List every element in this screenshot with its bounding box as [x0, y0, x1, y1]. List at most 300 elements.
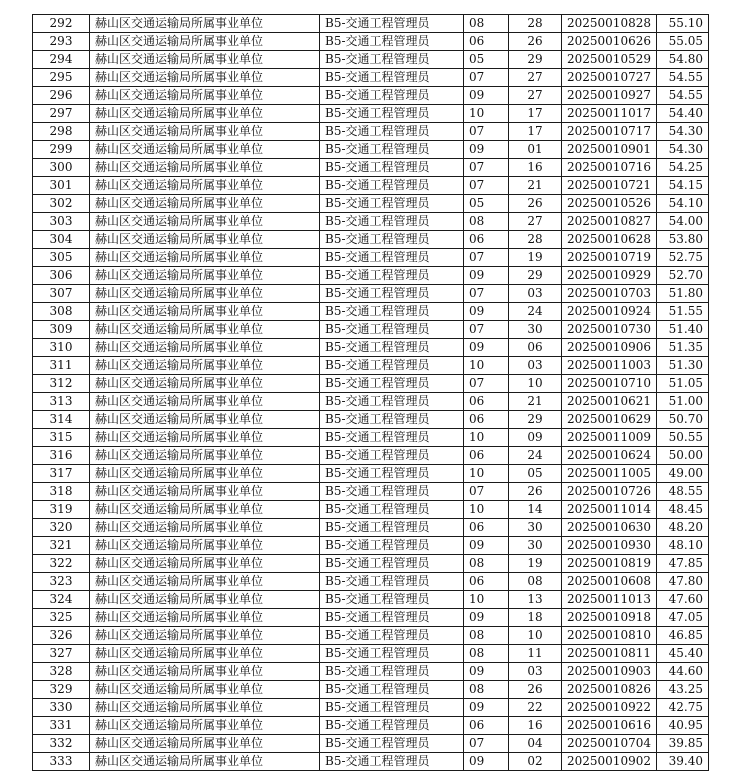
row-number-cell: 301 [33, 177, 90, 195]
seat-cell: 03 [509, 357, 562, 375]
seat-cell: 18 [509, 609, 562, 627]
score-cell: 48.20 [657, 519, 709, 537]
ticket-number-cell: 20250010902 [562, 753, 657, 771]
exam-room-cell: 10 [464, 429, 509, 447]
ticket-number-cell: 20250011005 [562, 465, 657, 483]
score-cell: 48.10 [657, 537, 709, 555]
score-cell: 54.40 [657, 105, 709, 123]
table-row [33, 537, 709, 555]
row-number-cell: 329 [33, 681, 90, 699]
exam-room-cell: 06 [464, 231, 509, 249]
score-cell: 50.70 [657, 411, 709, 429]
row-number-cell: 293 [33, 33, 90, 51]
unit-cell: 赫山区交通运输局所属事业单位 [90, 735, 320, 753]
exam-room-cell: 08 [464, 213, 509, 231]
unit-cell: 赫山区交通运输局所属事业单位 [90, 123, 320, 141]
table-row [33, 519, 709, 537]
score-cell: 54.30 [657, 123, 709, 141]
table-row [33, 87, 709, 105]
position-cell: B5-交通工程管理员 [320, 447, 464, 465]
score-cell: 50.00 [657, 447, 709, 465]
row-number-cell: 320 [33, 519, 90, 537]
exam-room-cell: 09 [464, 753, 509, 771]
row-number-cell: 302 [33, 195, 90, 213]
ticket-number-cell: 20250011014 [562, 501, 657, 519]
exam-room-cell: 06 [464, 33, 509, 51]
ticket-number-cell: 20250010727 [562, 69, 657, 87]
score-cell: 47.05 [657, 609, 709, 627]
exam-room-cell: 09 [464, 303, 509, 321]
exam-room-cell: 06 [464, 573, 509, 591]
ticket-number-cell: 20250010726 [562, 483, 657, 501]
exam-room-cell: 07 [464, 375, 509, 393]
unit-cell: 赫山区交通运输局所属事业单位 [90, 753, 320, 771]
table-row [33, 285, 709, 303]
ticket-number-cell: 20250010730 [562, 321, 657, 339]
unit-cell: 赫山区交通运输局所属事业单位 [90, 537, 320, 555]
table-row [33, 231, 709, 249]
row-number-cell: 333 [33, 753, 90, 771]
seat-cell: 10 [509, 375, 562, 393]
score-cell: 54.30 [657, 141, 709, 159]
unit-cell: 赫山区交通运输局所属事业单位 [90, 339, 320, 357]
seat-cell: 16 [509, 159, 562, 177]
ticket-number-cell: 20250010630 [562, 519, 657, 537]
score-cell: 51.80 [657, 285, 709, 303]
unit-cell: 赫山区交通运输局所属事业单位 [90, 249, 320, 267]
ticket-number-cell: 20250010826 [562, 681, 657, 699]
unit-cell: 赫山区交通运输局所属事业单位 [90, 159, 320, 177]
unit-cell: 赫山区交通运输局所属事业单位 [90, 393, 320, 411]
table-row [33, 483, 709, 501]
unit-cell: 赫山区交通运输局所属事业单位 [90, 285, 320, 303]
position-cell: B5-交通工程管理员 [320, 663, 464, 681]
score-cell: 48.55 [657, 483, 709, 501]
score-cell: 51.05 [657, 375, 709, 393]
unit-cell: 赫山区交通运输局所属事业单位 [90, 303, 320, 321]
unit-cell: 赫山区交通运输局所属事业单位 [90, 69, 320, 87]
row-number-cell: 303 [33, 213, 90, 231]
score-cell: 52.75 [657, 249, 709, 267]
table-row [33, 195, 709, 213]
seat-cell: 16 [509, 717, 562, 735]
exam-room-cell: 07 [464, 735, 509, 753]
table-row [33, 501, 709, 519]
position-cell: B5-交通工程管理员 [320, 321, 464, 339]
ticket-number-cell: 20250010621 [562, 393, 657, 411]
exam-room-cell: 09 [464, 339, 509, 357]
row-number-cell: 314 [33, 411, 90, 429]
score-cell: 46.85 [657, 627, 709, 645]
score-cell: 47.80 [657, 573, 709, 591]
score-cell: 45.40 [657, 645, 709, 663]
seat-cell: 24 [509, 303, 562, 321]
unit-cell: 赫山区交通运输局所属事业单位 [90, 663, 320, 681]
row-number-cell: 304 [33, 231, 90, 249]
row-number-cell: 294 [33, 51, 90, 69]
position-cell: B5-交通工程管理员 [320, 195, 464, 213]
row-number-cell: 330 [33, 699, 90, 717]
row-number-cell: 306 [33, 267, 90, 285]
exam-room-cell: 08 [464, 15, 509, 33]
position-cell: B5-交通工程管理员 [320, 33, 464, 51]
unit-cell: 赫山区交通运输局所属事业单位 [90, 681, 320, 699]
unit-cell: 赫山区交通运输局所属事业单位 [90, 555, 320, 573]
row-number-cell: 307 [33, 285, 90, 303]
ticket-number-cell: 20250010628 [562, 231, 657, 249]
unit-cell: 赫山区交通运输局所属事业单位 [90, 429, 320, 447]
position-cell: B5-交通工程管理员 [320, 555, 464, 573]
exam-room-cell: 07 [464, 177, 509, 195]
ticket-number-cell: 20250010529 [562, 51, 657, 69]
ticket-number-cell: 20250011013 [562, 591, 657, 609]
table-row [33, 645, 709, 663]
unit-cell: 赫山区交通运输局所属事业单位 [90, 465, 320, 483]
ticket-number-cell: 20250010906 [562, 339, 657, 357]
seat-cell: 08 [509, 573, 562, 591]
unit-cell: 赫山区交通运输局所属事业单位 [90, 519, 320, 537]
ticket-number-cell: 20250010526 [562, 195, 657, 213]
table-row [33, 411, 709, 429]
score-cell: 54.80 [657, 51, 709, 69]
ticket-number-cell: 20250010819 [562, 555, 657, 573]
seat-cell: 10 [509, 627, 562, 645]
position-cell: B5-交通工程管理员 [320, 159, 464, 177]
table-row [33, 753, 709, 771]
seat-cell: 27 [509, 69, 562, 87]
position-cell: B5-交通工程管理员 [320, 735, 464, 753]
table-row [33, 357, 709, 375]
ticket-number-cell: 20250010930 [562, 537, 657, 555]
ticket-number-cell: 20250010922 [562, 699, 657, 717]
seat-cell: 30 [509, 537, 562, 555]
position-cell: B5-交通工程管理员 [320, 303, 464, 321]
ticket-number-cell: 20250010721 [562, 177, 657, 195]
position-cell: B5-交通工程管理员 [320, 69, 464, 87]
score-cell: 51.40 [657, 321, 709, 339]
table-row [33, 681, 709, 699]
exam-room-cell: 08 [464, 645, 509, 663]
exam-room-cell: 10 [464, 465, 509, 483]
unit-cell: 赫山区交通运输局所属事业单位 [90, 645, 320, 663]
row-number-cell: 332 [33, 735, 90, 753]
position-cell: B5-交通工程管理员 [320, 429, 464, 447]
exam-room-cell: 06 [464, 393, 509, 411]
table-row [33, 375, 709, 393]
table-row [33, 339, 709, 357]
unit-cell: 赫山区交通运输局所属事业单位 [90, 195, 320, 213]
seat-cell: 04 [509, 735, 562, 753]
unit-cell: 赫山区交通运输局所属事业单位 [90, 51, 320, 69]
table-row [33, 573, 709, 591]
position-cell: B5-交通工程管理员 [320, 609, 464, 627]
unit-cell: 赫山区交通运输局所属事业单位 [90, 105, 320, 123]
seat-cell: 01 [509, 141, 562, 159]
position-cell: B5-交通工程管理员 [320, 393, 464, 411]
position-cell: B5-交通工程管理员 [320, 537, 464, 555]
row-number-cell: 300 [33, 159, 90, 177]
position-cell: B5-交通工程管理员 [320, 681, 464, 699]
exam-room-cell: 06 [464, 519, 509, 537]
score-cell: 49.00 [657, 465, 709, 483]
ticket-number-cell: 20250010716 [562, 159, 657, 177]
unit-cell: 赫山区交通运输局所属事业单位 [90, 375, 320, 393]
score-cell: 42.75 [657, 699, 709, 717]
exam-room-cell: 06 [464, 411, 509, 429]
seat-cell: 06 [509, 339, 562, 357]
position-cell: B5-交通工程管理员 [320, 375, 464, 393]
table-row [33, 447, 709, 465]
ticket-number-cell: 20250010827 [562, 213, 657, 231]
score-cell: 47.60 [657, 591, 709, 609]
ticket-number-cell: 20250010811 [562, 645, 657, 663]
unit-cell: 赫山区交通运输局所属事业单位 [90, 33, 320, 51]
exam-room-cell: 06 [464, 717, 509, 735]
ticket-number-cell: 20250010710 [562, 375, 657, 393]
position-cell: B5-交通工程管理员 [320, 699, 464, 717]
exam-room-cell: 09 [464, 141, 509, 159]
position-cell: B5-交通工程管理员 [320, 753, 464, 771]
seat-cell: 19 [509, 555, 562, 573]
table-row [33, 627, 709, 645]
position-cell: B5-交通工程管理员 [320, 51, 464, 69]
row-number-cell: 295 [33, 69, 90, 87]
seat-cell: 30 [509, 519, 562, 537]
table-row [33, 393, 709, 411]
table-row [33, 465, 709, 483]
table-row [33, 15, 709, 33]
unit-cell: 赫山区交通运输局所属事业单位 [90, 177, 320, 195]
unit-cell: 赫山区交通运输局所属事业单位 [90, 411, 320, 429]
ticket-number-cell: 20250010924 [562, 303, 657, 321]
unit-cell: 赫山区交通运输局所属事业单位 [90, 15, 320, 33]
seat-cell: 26 [509, 681, 562, 699]
score-table [32, 14, 709, 771]
row-number-cell: 331 [33, 717, 90, 735]
position-cell: B5-交通工程管理员 [320, 717, 464, 735]
unit-cell: 赫山区交通运输局所属事业单位 [90, 213, 320, 231]
unit-cell: 赫山区交通运输局所属事业单位 [90, 267, 320, 285]
score-cell: 54.10 [657, 195, 709, 213]
row-number-cell: 296 [33, 87, 90, 105]
score-cell: 54.25 [657, 159, 709, 177]
table-row [33, 123, 709, 141]
exam-room-cell: 09 [464, 699, 509, 717]
exam-room-cell: 07 [464, 123, 509, 141]
position-cell: B5-交通工程管理员 [320, 501, 464, 519]
score-cell: 44.60 [657, 663, 709, 681]
unit-cell: 赫山区交通运输局所属事业单位 [90, 141, 320, 159]
score-cell: 54.15 [657, 177, 709, 195]
position-cell: B5-交通工程管理员 [320, 87, 464, 105]
exam-room-cell: 05 [464, 195, 509, 213]
ticket-number-cell: 20250010719 [562, 249, 657, 267]
unit-cell: 赫山区交通运输局所属事业单位 [90, 699, 320, 717]
seat-cell: 22 [509, 699, 562, 717]
seat-cell: 17 [509, 105, 562, 123]
seat-cell: 28 [509, 231, 562, 249]
table-row [33, 735, 709, 753]
row-number-cell: 297 [33, 105, 90, 123]
position-cell: B5-交通工程管理员 [320, 519, 464, 537]
exam-room-cell: 07 [464, 69, 509, 87]
ticket-number-cell: 20250011017 [562, 105, 657, 123]
unit-cell: 赫山区交通运输局所属事业单位 [90, 717, 320, 735]
position-cell: B5-交通工程管理员 [320, 141, 464, 159]
exam-room-cell: 10 [464, 591, 509, 609]
seat-cell: 03 [509, 663, 562, 681]
score-cell: 47.85 [657, 555, 709, 573]
table-row [33, 609, 709, 627]
unit-cell: 赫山区交通运输局所属事业单位 [90, 483, 320, 501]
ticket-number-cell: 20250010608 [562, 573, 657, 591]
row-number-cell: 325 [33, 609, 90, 627]
exam-room-cell: 10 [464, 357, 509, 375]
unit-cell: 赫山区交通运输局所属事业单位 [90, 321, 320, 339]
table-row [33, 699, 709, 717]
row-number-cell: 324 [33, 591, 90, 609]
seat-cell: 09 [509, 429, 562, 447]
seat-cell: 21 [509, 177, 562, 195]
score-cell: 43.25 [657, 681, 709, 699]
ticket-number-cell: 20250010717 [562, 123, 657, 141]
row-number-cell: 322 [33, 555, 90, 573]
row-number-cell: 323 [33, 573, 90, 591]
table-row [33, 717, 709, 735]
seat-cell: 30 [509, 321, 562, 339]
seat-cell: 27 [509, 87, 562, 105]
row-number-cell: 315 [33, 429, 90, 447]
seat-cell: 19 [509, 249, 562, 267]
score-cell: 54.55 [657, 69, 709, 87]
exam-room-cell: 09 [464, 609, 509, 627]
score-cell: 51.30 [657, 357, 709, 375]
ticket-number-cell: 20250010629 [562, 411, 657, 429]
position-cell: B5-交通工程管理员 [320, 15, 464, 33]
row-number-cell: 313 [33, 393, 90, 411]
exam-room-cell: 10 [464, 105, 509, 123]
exam-room-cell: 06 [464, 447, 509, 465]
seat-cell: 03 [509, 285, 562, 303]
position-cell: B5-交通工程管理员 [320, 465, 464, 483]
ticket-number-cell: 20250010929 [562, 267, 657, 285]
score-cell: 39.40 [657, 753, 709, 771]
ticket-number-cell: 20250010927 [562, 87, 657, 105]
seat-cell: 29 [509, 411, 562, 429]
row-number-cell: 308 [33, 303, 90, 321]
ticket-number-cell: 20250010918 [562, 609, 657, 627]
exam-room-cell: 07 [464, 249, 509, 267]
seat-cell: 28 [509, 15, 562, 33]
table-row [33, 105, 709, 123]
table-row [33, 429, 709, 447]
row-number-cell: 328 [33, 663, 90, 681]
ticket-number-cell: 20250011003 [562, 357, 657, 375]
exam-room-cell: 10 [464, 501, 509, 519]
exam-room-cell: 08 [464, 555, 509, 573]
ticket-number-cell: 20250010624 [562, 447, 657, 465]
table-row [33, 555, 709, 573]
score-cell: 51.35 [657, 339, 709, 357]
score-cell: 55.10 [657, 15, 709, 33]
ticket-number-cell: 20250010616 [562, 717, 657, 735]
seat-cell: 17 [509, 123, 562, 141]
seat-cell: 29 [509, 267, 562, 285]
table-row [33, 267, 709, 285]
row-number-cell: 298 [33, 123, 90, 141]
table-row [33, 51, 709, 69]
score-cell: 51.00 [657, 393, 709, 411]
table-row [33, 177, 709, 195]
position-cell: B5-交通工程管理员 [320, 339, 464, 357]
position-cell: B5-交通工程管理员 [320, 645, 464, 663]
seat-cell: 26 [509, 33, 562, 51]
position-cell: B5-交通工程管理员 [320, 573, 464, 591]
exam-room-cell: 07 [464, 285, 509, 303]
score-cell: 54.00 [657, 213, 709, 231]
position-cell: B5-交通工程管理员 [320, 591, 464, 609]
ticket-number-cell: 20250010810 [562, 627, 657, 645]
unit-cell: 赫山区交通运输局所属事业单位 [90, 627, 320, 645]
seat-cell: 29 [509, 51, 562, 69]
row-number-cell: 299 [33, 141, 90, 159]
ticket-number-cell: 20250010903 [562, 663, 657, 681]
row-number-cell: 321 [33, 537, 90, 555]
seat-cell: 26 [509, 483, 562, 501]
exam-room-cell: 09 [464, 87, 509, 105]
ticket-number-cell: 20250010901 [562, 141, 657, 159]
unit-cell: 赫山区交通运输局所属事业单位 [90, 573, 320, 591]
position-cell: B5-交通工程管理员 [320, 411, 464, 429]
score-cell: 40.95 [657, 717, 709, 735]
row-number-cell: 318 [33, 483, 90, 501]
ticket-number-cell: 20250010828 [562, 15, 657, 33]
table-row [33, 141, 709, 159]
position-cell: B5-交通工程管理员 [320, 267, 464, 285]
score-cell: 55.05 [657, 33, 709, 51]
score-cell: 53.80 [657, 231, 709, 249]
score-cell: 51.55 [657, 303, 709, 321]
row-number-cell: 310 [33, 339, 90, 357]
exam-room-cell: 09 [464, 663, 509, 681]
seat-cell: 11 [509, 645, 562, 663]
position-cell: B5-交通工程管理员 [320, 123, 464, 141]
position-cell: B5-交通工程管理员 [320, 105, 464, 123]
row-number-cell: 319 [33, 501, 90, 519]
ticket-number-cell: 20250010704 [562, 735, 657, 753]
seat-cell: 26 [509, 195, 562, 213]
position-cell: B5-交通工程管理员 [320, 249, 464, 267]
table-body [33, 15, 709, 771]
exam-room-cell: 08 [464, 627, 509, 645]
seat-cell: 24 [509, 447, 562, 465]
seat-cell: 27 [509, 213, 562, 231]
row-number-cell: 305 [33, 249, 90, 267]
score-cell: 50.55 [657, 429, 709, 447]
exam-room-cell: 05 [464, 51, 509, 69]
seat-cell: 05 [509, 465, 562, 483]
exam-room-cell: 09 [464, 267, 509, 285]
table-row [33, 33, 709, 51]
row-number-cell: 327 [33, 645, 90, 663]
seat-cell: 21 [509, 393, 562, 411]
position-cell: B5-交通工程管理员 [320, 177, 464, 195]
row-number-cell: 326 [33, 627, 90, 645]
score-cell: 39.85 [657, 735, 709, 753]
position-cell: B5-交通工程管理员 [320, 231, 464, 249]
unit-cell: 赫山区交通运输局所属事业单位 [90, 87, 320, 105]
exam-room-cell: 09 [464, 537, 509, 555]
